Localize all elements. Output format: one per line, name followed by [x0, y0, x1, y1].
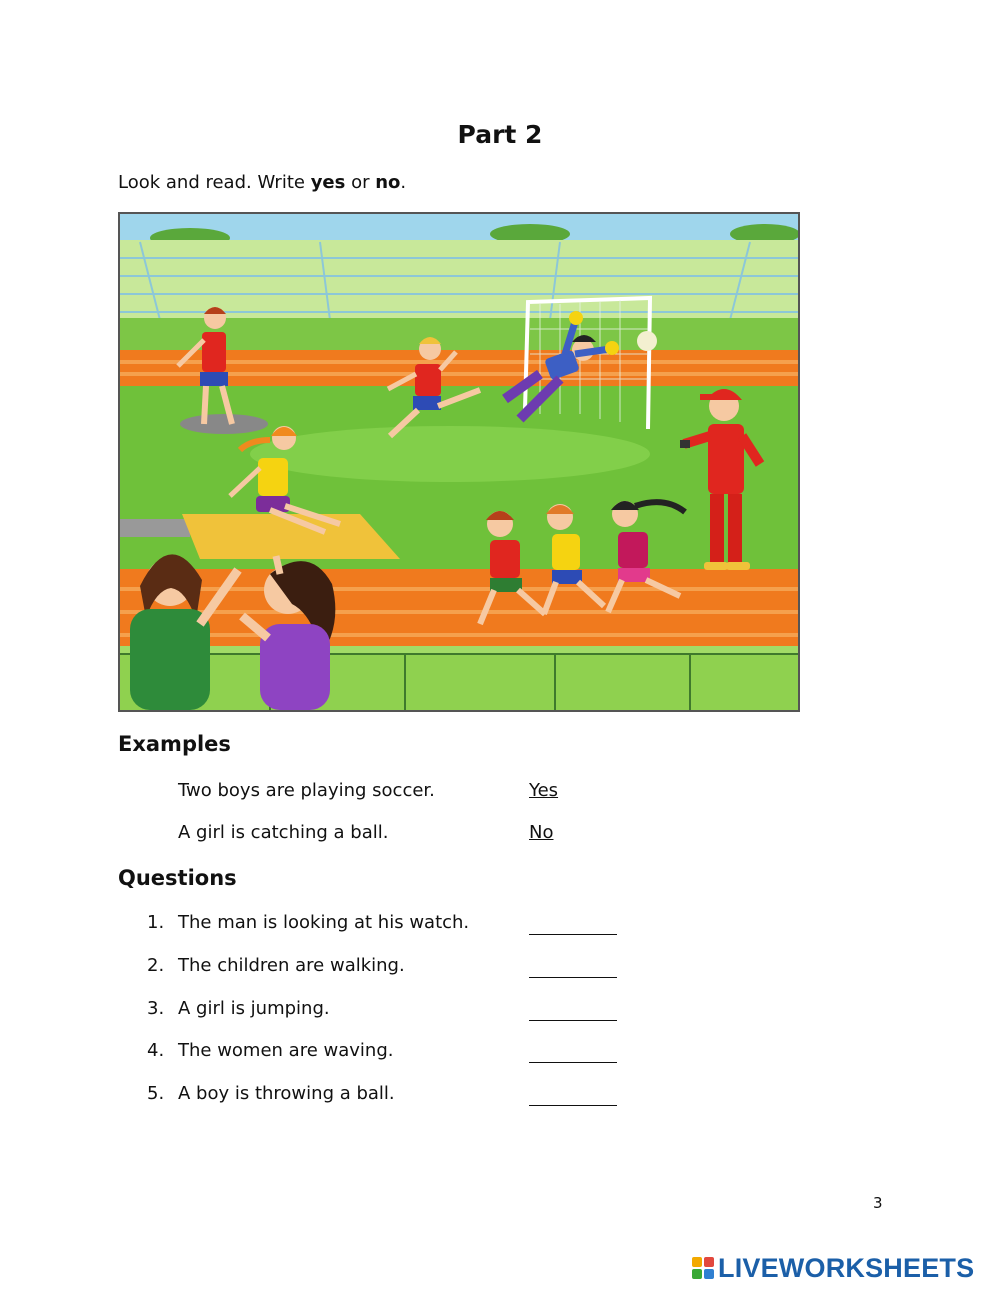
- liveworksheets-logo[interactable]: [692, 1253, 974, 1283]
- question-row: [0, 1083, 1000, 1109]
- answer-blank[interactable]: [529, 1044, 617, 1063]
- example-answer: No: [529, 822, 554, 843]
- question-row: [0, 1040, 1000, 1066]
- example-answer: Yes: [529, 780, 559, 801]
- question-number: 1.: [147, 912, 165, 933]
- answer-blank[interactable]: [529, 959, 617, 978]
- page-title: Part 2: [457, 120, 543, 149]
- question-sentence: The children are walking.: [178, 955, 405, 976]
- question-row: [0, 912, 1000, 938]
- question-number: 5.: [147, 1083, 165, 1104]
- page-number: 3: [873, 1194, 883, 1212]
- example-row: [0, 780, 1000, 806]
- instruction: Look and read. Write yes or no.: [118, 172, 407, 193]
- question-number: 4.: [147, 1040, 165, 1061]
- example-sentence: Two boys are playing soccer.: [178, 780, 435, 801]
- question-number: 2.: [147, 955, 165, 976]
- question-number: 3.: [147, 998, 165, 1019]
- question-row: [0, 955, 1000, 981]
- question-sentence: The women are waving.: [178, 1040, 394, 1061]
- examples-heading: Examples: [118, 732, 231, 756]
- question-sentence: The man is looking at his watch.: [178, 912, 470, 933]
- questions-heading: Questions: [118, 866, 237, 890]
- question-sentence: A girl is jumping.: [178, 998, 330, 1019]
- answer-blank[interactable]: [529, 916, 617, 935]
- question-row: [0, 998, 1000, 1024]
- example-row: [0, 822, 1000, 848]
- answer-blank[interactable]: [529, 1002, 617, 1021]
- no-keyword: no: [375, 172, 401, 193]
- yes-keyword: yes: [310, 172, 346, 193]
- sports-field-illustration: [118, 212, 800, 712]
- question-sentence: A boy is throwing a ball.: [178, 1083, 395, 1104]
- answer-blank[interactable]: [529, 1087, 617, 1106]
- logo-squares-icon: [692, 1257, 714, 1279]
- example-sentence: A girl is catching a ball.: [178, 822, 389, 843]
- logo-text: LIVEWORKSHEETS: [718, 1252, 975, 1283]
